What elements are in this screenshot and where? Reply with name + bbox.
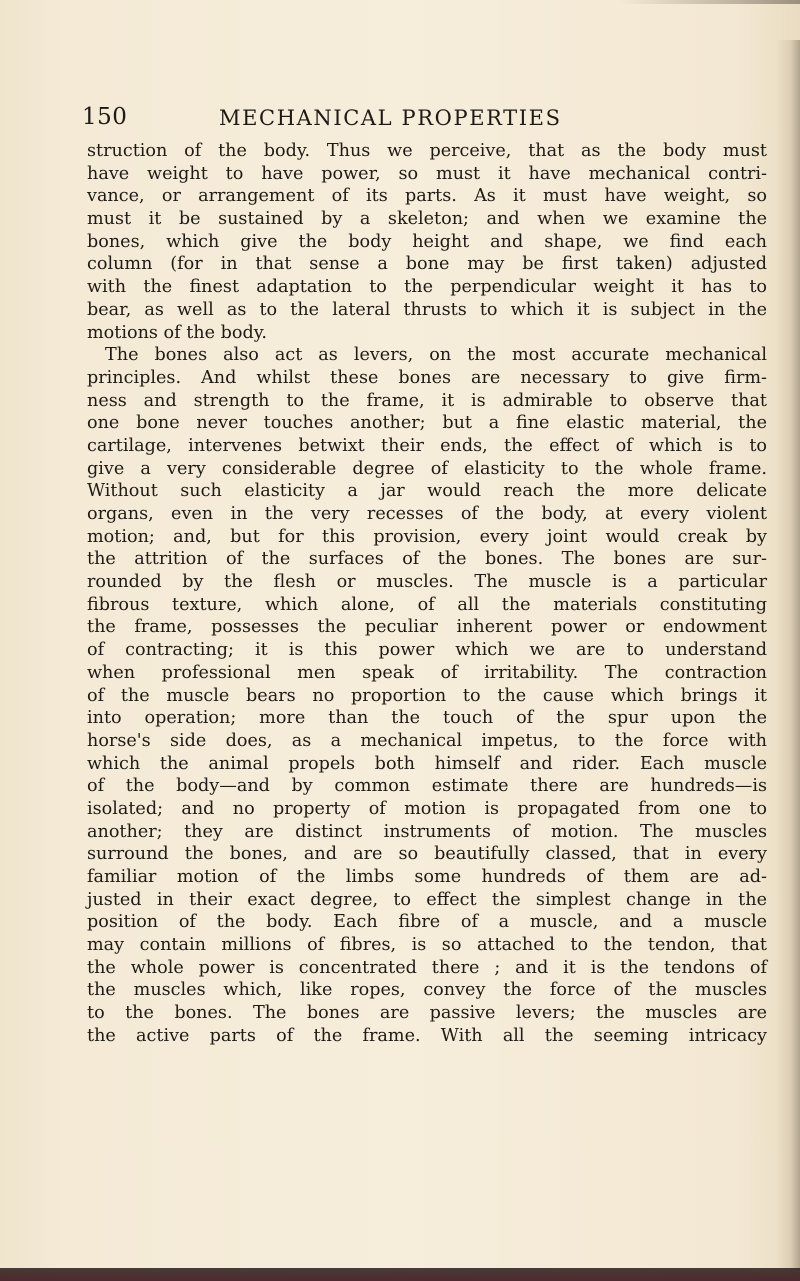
text-line: give a very considerable degree of elasticity to the whole frame. (87, 458, 767, 479)
text-line: vance, or arrangement of its parts. As it must have weight, so (87, 186, 767, 207)
text-line: organs, even in the very recesses of the body, at every violent (87, 504, 767, 524)
text-line: struction of the body. Thus we perceive, that as the body must (87, 141, 767, 161)
text-line: of contracting; it is this power which we are to understand (87, 640, 767, 661)
text-line: The bones also act as levers, on the most accurate mechanical (105, 345, 767, 366)
text-line: bear, as well as to the lateral thrusts to which it is subject in the (87, 299, 767, 320)
text-line: principles. And whilst these bones are necessary to give firm- (87, 367, 767, 388)
running-head (82, 104, 702, 134)
text-line: the muscles which, like ropes, convey the force of the muscles (87, 980, 767, 1001)
text-line: bones, which give the body height and shape, we find each (87, 231, 767, 252)
text-line: motion; and, but for this provision, every joint would creak by (87, 526, 767, 547)
binding-gutter-shadow (776, 40, 800, 1270)
text-line: the active parts of the frame. With all the seeming intricacy (87, 1025, 767, 1046)
text-line: of the body—and by common estimate there are hundreds—is (87, 776, 767, 797)
text-line: which the animal propels both himself and rider. Each muscle (87, 753, 767, 774)
text-line: the attrition of the surfaces of the bones. The bones are sur- (87, 549, 767, 570)
text-line: the frame, possesses the peculiar inherent power or endowment (87, 617, 767, 638)
text-line: rounded by the flesh or muscles. The muscle is a particular (87, 572, 767, 593)
text-line: ness and strength to the frame, it is admirable to observe that (87, 390, 767, 411)
text-line: justed in their exact degree, to effect the simplest change in the (87, 889, 767, 910)
text-line: column (for in that sense a bone may be first taken) adjusted (87, 254, 767, 275)
text-line: familiar motion of the limbs some hundreds of them are ad- (87, 867, 767, 887)
text-line: horse's side does, as a mechanical impetus, to the force with (87, 730, 767, 751)
text-line: when professional men speak of irritability. The contraction (87, 662, 767, 683)
text-line: must it be sustained by a skeleton; and when we examine the (87, 209, 767, 230)
text-line: to the bones. The bones are passive levers; the muscles are (87, 1003, 767, 1024)
running-title: MECHANICAL PROPERTIES (219, 106, 562, 130)
text-line: cartilage, intervenes betwixt their ends, the effect of which is to (87, 435, 767, 456)
text-line: with the finest adaptation to the perpendicular weight it has to (87, 277, 767, 298)
text-line: position of the body. Each fibre of a muscle, and a muscle (87, 912, 767, 933)
text-line: have weight to have power, so must it have mechanical contri- (87, 163, 767, 184)
text-line: one bone never touches another; but a fine elastic material, the (87, 413, 767, 434)
page-number: 150 (82, 104, 128, 130)
page-top-edge-shadow (620, 0, 800, 4)
text-line: isolated; and no property of motion is propagated from one to (87, 798, 767, 819)
text-line: another; they are distinct instruments of motion. The muscles (87, 821, 767, 842)
text-line: motions of the body. (87, 322, 267, 343)
text-line: of the muscle bears no proportion to the cause which brings it (87, 685, 767, 706)
text-line: surround the bones, and are so beautifully classed, that in every (87, 844, 767, 865)
text-line: Without such elasticity a jar would reach the more delicate (87, 481, 767, 502)
text-line: fibrous texture, which alone, of all the materials constituting (87, 594, 767, 615)
text-line: the whole power is concentrated there ; and it is the tendons of (87, 957, 767, 978)
text-line: into operation; more than the touch of the spur upon the (87, 708, 767, 729)
text-line: may contain millions of fibres, is so attached to the tendon, that (87, 935, 767, 956)
page-bottom-edge (0, 1268, 800, 1281)
body-text (87, 140, 767, 1048)
